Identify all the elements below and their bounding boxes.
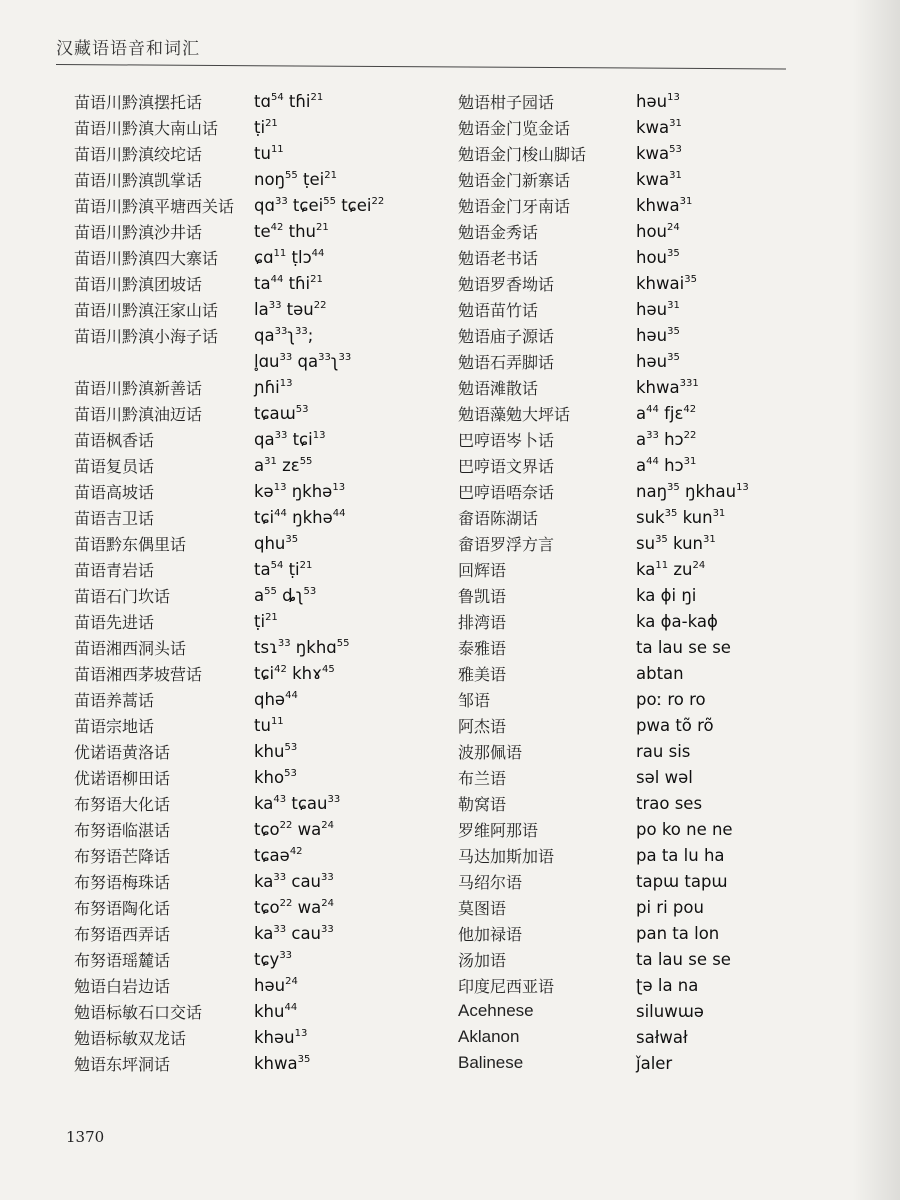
word-form: khwa$^{35}$ <box>254 1053 311 1073</box>
entry-row <box>458 374 858 400</box>
language-name: Acehnese <box>458 1001 534 1020</box>
word-form: kə$^{13}$ ŋkhə$^{13}$ <box>254 481 346 501</box>
entry-row <box>74 452 454 478</box>
entry-row <box>74 920 454 946</box>
word-form: poː ro ro <box>636 689 706 709</box>
language-name: 莫图语 <box>458 898 507 918</box>
language-name: 布努语瑶麓话 <box>74 950 171 970</box>
language-name: 勒窝语 <box>458 794 507 814</box>
language-name: 苗语川黔滇大南山话 <box>74 118 219 138</box>
entry-row <box>74 686 454 712</box>
entry-row <box>74 712 454 738</box>
language-name: 苗语川黔滇新善话 <box>74 378 203 398</box>
word-form: $ka^{43}$ tɕau$^{33}$ <box>254 793 341 813</box>
entry-row <box>74 582 454 608</box>
word-form: hou$^{35}$ <box>636 247 680 267</box>
entry-row <box>74 114 454 140</box>
entry-row <box>74 270 454 296</box>
language-name: 优诺语柳田话 <box>74 768 171 788</box>
entry-row <box>74 1050 454 1076</box>
word-form: tɕo$^{22}$ $wa^{24}$ <box>254 897 334 917</box>
language-name: 苗语川黔滇绞坨话 <box>74 144 203 164</box>
entry-row <box>458 400 858 426</box>
word-form: $su^{35}$ kun$^{31}$ <box>636 533 716 553</box>
language-name: 泰雅语 <box>458 638 507 658</box>
language-name: 苗语吉卫话 <box>74 508 155 528</box>
language-name: 阿杰语 <box>458 716 507 736</box>
entry-row <box>74 88 454 114</box>
language-name: 回辉语 <box>458 560 507 580</box>
entry-row <box>74 842 454 868</box>
language-name: 波那佩语 <box>458 742 523 762</box>
word-form: $a^{33}$ hɔ$^{22}$ <box>636 429 697 449</box>
left-column <box>74 88 454 1076</box>
language-name: 苗语高坡话 <box>74 482 155 502</box>
entry-row <box>458 1024 858 1050</box>
entry-row <box>458 790 858 816</box>
entry-row <box>458 608 858 634</box>
entry-row <box>458 582 858 608</box>
word-form: ǰaler <box>636 1053 673 1073</box>
language-name: Balinese <box>458 1053 524 1072</box>
word-form: ta lau se se <box>636 637 731 657</box>
word-form: $te^{42}$ thu$^{21}$ <box>254 221 329 241</box>
word-form: ɲɦi$^{13}$ <box>254 377 293 397</box>
word-form: tɕaɯ$^{53}$ <box>254 403 309 423</box>
word-form: sałwał <box>636 1027 688 1047</box>
word-form: kwa$^{31}$ <box>636 169 682 189</box>
word-form: ta lau se se <box>636 949 731 969</box>
word-form: $a^{44}$ hɔ$^{31}$ <box>636 455 697 475</box>
page-edge-shadow <box>852 0 900 1200</box>
word-form: tɕi$^{44}$ ŋkhə$^{44}$ <box>254 507 346 527</box>
word-form: $la^{33}$ təu$^{22}$ <box>254 299 327 319</box>
language-name: 苗语川黔滇平塘西关话 <box>74 196 235 216</box>
language-name: 布努语梅珠话 <box>74 872 171 892</box>
entry-row <box>74 790 454 816</box>
word-form: $ta^{54}$ ṭi$^{21}$ <box>254 559 313 579</box>
entry-row <box>74 972 454 998</box>
language-name: 苗语川黔滇汪家山话 <box>74 300 219 320</box>
word-form: suk$^{35}$ kun$^{31}$ <box>636 507 726 527</box>
entry-row <box>458 270 858 296</box>
language-name: 勉语滩散话 <box>458 378 539 398</box>
entry-row <box>74 322 454 348</box>
language-name: 勉语金门览金话 <box>458 118 571 138</box>
word-form: po ko ne ne <box>636 819 733 839</box>
entry-row <box>74 140 454 166</box>
word-form: $qa^{33}$ tɕi$^{13}$ <box>254 429 326 449</box>
word-form: pan ta lon <box>636 923 720 943</box>
language-name: 苗语养蒿话 <box>74 690 155 710</box>
language-name: 勉语柑子园话 <box>458 92 555 112</box>
entry-row <box>74 348 454 374</box>
entry-row <box>74 374 454 400</box>
word-form: siluwɯə <box>636 1001 704 1021</box>
word-form: pwa tõ rõ <box>636 715 714 735</box>
language-name: 勉语白岩边话 <box>74 976 171 996</box>
word-form: $ka^{33}$ cau$^{33}$ <box>254 923 334 943</box>
running-title: 汉藏语语音和词汇 <box>56 39 200 59</box>
language-name: 勉语苗竹话 <box>458 300 539 320</box>
language-name: 苗语湘西茅坡营话 <box>74 664 203 684</box>
language-name: 勉语罗香坳话 <box>458 274 555 294</box>
entry-row <box>458 998 858 1024</box>
word-form: ɕɑ$^{11}$ ṭlɔ$^{44}$ <box>254 247 325 267</box>
entry-row <box>458 920 858 946</box>
entry-row <box>74 504 454 530</box>
entry-row <box>458 842 858 868</box>
language-name: 勉语金门梭山脚话 <box>458 144 587 164</box>
word-form: tapɯ tapɯ <box>636 871 728 891</box>
language-name: 苗语黔东偶里话 <box>74 534 187 554</box>
language-name: 苗语川黔滇凯掌话 <box>74 170 203 190</box>
word-form: ka ɸa-kaɸ <box>636 611 718 631</box>
word-form: pi ri pou <box>636 897 704 917</box>
language-name: 勉语标敏石口交话 <box>74 1002 203 1022</box>
word-form: ʈə la na <box>636 975 699 995</box>
word-form: tɕo$^{22}$ $wa^{24}$ <box>254 819 334 839</box>
word-form: hou$^{24}$ <box>636 221 680 241</box>
entry-row <box>458 452 858 478</box>
word-form: həu$^{13}$ <box>636 91 680 111</box>
entry-row <box>74 192 454 218</box>
language-name: 优诺语黄洛话 <box>74 742 171 762</box>
language-name: 苗语川黔滇团坡话 <box>74 274 203 294</box>
language-name: 雅美语 <box>458 664 507 684</box>
entry-row <box>74 738 454 764</box>
language-name: 布努语大化话 <box>74 794 171 814</box>
word-form: $ka^{11}$ $zu^{24}$ <box>636 559 706 579</box>
language-name: 勉语石弄脚话 <box>458 352 555 372</box>
entry-row <box>74 946 454 972</box>
language-name: 苗语宗地话 <box>74 716 155 736</box>
word-form: $a^{44}$ fjɛ$^{42}$ <box>636 403 697 423</box>
word-form: $a^{31}$ zɛ$^{55}$ <box>254 455 313 475</box>
word-form: qhu$^{35}$ <box>254 533 299 553</box>
language-name: 苗语川黔滇四大寨话 <box>74 248 219 268</box>
entry-row <box>458 192 858 218</box>
word-form: ṭi$^{21}$ <box>254 117 278 137</box>
entry-row <box>458 244 858 270</box>
language-name: 苗语先进话 <box>74 612 155 632</box>
language-name: 排湾语 <box>458 612 507 632</box>
word-form: həu$^{35}$ <box>636 325 680 345</box>
word-form: rau sis <box>636 741 691 761</box>
word-form: tsɿ$^{33}$ ŋkhɑ$^{55}$ <box>254 637 350 657</box>
word-form: kho$^{53}$ <box>254 767 297 787</box>
word-form: $a^{55}$ ȡʅ$^{53}$ <box>254 585 317 605</box>
entry-row <box>458 88 858 114</box>
entry-row <box>458 946 858 972</box>
entry-row <box>458 218 858 244</box>
entry-row <box>458 478 858 504</box>
entry-row <box>74 868 454 894</box>
word-form: ka ɸi ŋi <box>636 585 697 605</box>
language-name: 勉语庙子源话 <box>458 326 555 346</box>
language-name: 苗语枫香话 <box>74 430 155 450</box>
entry-row <box>458 868 858 894</box>
language-name: 勉语老书话 <box>458 248 539 268</box>
word-form: ṭi$^{21}$ <box>254 611 278 631</box>
word-form: tɕaə$^{42}$ <box>254 845 303 865</box>
right-column <box>458 88 858 1076</box>
entry-row <box>458 686 858 712</box>
word-form: həu$^{35}$ <box>636 351 680 371</box>
language-name: 鲁凯语 <box>458 586 507 606</box>
entry-row <box>74 764 454 790</box>
entry-row <box>458 322 858 348</box>
entry-row <box>74 218 454 244</box>
entry-row <box>458 296 858 322</box>
word-form: noŋ$^{55}$ ṭei$^{21}$ <box>254 169 337 189</box>
word-form: khu$^{44}$ <box>254 1001 298 1021</box>
word-form: khu$^{53}$ <box>254 741 298 761</box>
word-form: qɑ$^{33}$ tɕei$^{55}$ tɕei$^{22}$ <box>254 195 385 215</box>
header-rule <box>56 64 786 69</box>
word-form: həu$^{24}$ <box>254 975 298 995</box>
entry-row <box>458 712 858 738</box>
entry-row <box>458 660 858 686</box>
word-form: khəu$^{13}$ <box>254 1027 308 1047</box>
word-form: pa ta lu ha <box>636 845 725 865</box>
language-name: 布努语芒降话 <box>74 846 171 866</box>
word-form: $ka^{33}$ cau$^{33}$ <box>254 871 334 891</box>
page-number: 1370 <box>66 1128 105 1146</box>
word-form: həu$^{31}$ <box>636 299 680 319</box>
entry-row <box>74 556 454 582</box>
entry-row <box>458 634 858 660</box>
entry-row <box>74 608 454 634</box>
entry-row <box>458 348 858 374</box>
language-name: 畲语陈湖话 <box>458 508 539 528</box>
entry-row <box>74 478 454 504</box>
entry-row <box>74 166 454 192</box>
entry-row <box>458 1050 858 1076</box>
entry-row <box>458 114 858 140</box>
language-name: 巴哼语唔奈话 <box>458 482 555 502</box>
word-form: tɕy$^{33}$ <box>254 949 293 969</box>
entry-row <box>458 764 858 790</box>
word-form: $qa^{33}ʅ^{33}$; <box>254 325 314 345</box>
entry-row <box>458 140 858 166</box>
language-name: 畲语罗浮方言 <box>458 534 555 554</box>
entry-row <box>458 738 858 764</box>
language-name: 苗语湘西洞头话 <box>74 638 187 658</box>
entry-row <box>458 530 858 556</box>
language-name: 苗语川黔滇油迈话 <box>74 404 203 424</box>
entry-row <box>74 998 454 1024</box>
language-name: 巴哼语岑卜话 <box>458 430 555 450</box>
language-name: 苗语川黔滇小海子话 <box>74 326 219 346</box>
word-form: tɕi$^{42}$ khɤ$^{45}$ <box>254 663 335 683</box>
entry-row <box>458 166 858 192</box>
language-name: 布兰语 <box>458 768 507 788</box>
word-form: trao ses <box>636 793 703 813</box>
entry-row <box>74 244 454 270</box>
language-name: 汤加语 <box>458 950 507 970</box>
word-form: khwa$^{331}$ <box>636 377 699 397</box>
word-form: tɑ$^{54}$ tɦi$^{21}$ <box>254 91 324 111</box>
entry-row <box>458 972 858 998</box>
language-name: 勉语金门牙南话 <box>458 196 571 216</box>
language-name: 苗语川黔滇摆托话 <box>74 92 203 112</box>
entry-row <box>74 1024 454 1050</box>
language-name: 勉语金秀话 <box>458 222 539 242</box>
language-name: Aklanon <box>458 1027 520 1046</box>
language-name: 他加禄语 <box>458 924 523 944</box>
language-name: 印度尼西亚语 <box>458 976 555 996</box>
language-name: 勉语金门新寨话 <box>458 170 571 190</box>
word-form: $ta^{44}$ tɦi$^{21}$ <box>254 273 323 293</box>
language-name: 勉语标敏双龙话 <box>74 1028 187 1048</box>
language-name: 布努语西弄话 <box>74 924 171 944</box>
word-form: naŋ$^{35}$ ŋkhau$^{13}$ <box>636 481 749 501</box>
entry-row <box>458 504 858 530</box>
language-name: 苗语青岩话 <box>74 560 155 580</box>
word-form: khwai$^{35}$ <box>636 273 697 293</box>
word-form: abtan <box>636 663 684 683</box>
word-form: $tu^{11}$ <box>254 143 284 163</box>
word-form: kwa$^{53}$ <box>636 143 682 163</box>
word-form: kwa$^{31}$ <box>636 117 682 137</box>
entry-row <box>74 400 454 426</box>
entry-row <box>458 556 858 582</box>
entry-row <box>458 894 858 920</box>
language-name: 巴哼语文界话 <box>458 456 555 476</box>
entry-row <box>458 816 858 842</box>
language-name: 罗维阿那语 <box>458 820 539 840</box>
word-form: səl wəl <box>636 767 693 787</box>
entry-row <box>74 660 454 686</box>
word-form: khwa$^{31}$ <box>636 195 693 215</box>
language-name: 苗语石门坎话 <box>74 586 171 606</box>
entry-row <box>74 894 454 920</box>
language-name: 勉语东坪洞话 <box>74 1054 171 1074</box>
language-name: 苗语复员话 <box>74 456 155 476</box>
language-name: 邹语 <box>458 690 491 710</box>
language-name: 布努语陶化话 <box>74 898 171 918</box>
language-name: 马绍尔语 <box>458 872 523 892</box>
entry-row <box>74 816 454 842</box>
language-name: 勉语藻勉大坪话 <box>458 404 571 424</box>
entry-row <box>74 530 454 556</box>
word-form: qhə$^{44}$ <box>254 689 298 709</box>
entry-row <box>458 426 858 452</box>
word-form: $tu^{11}$ <box>254 715 284 735</box>
word-form: l̥ɑu$^{33}$ $qa^{33}ʅ^{33}$ <box>254 351 352 371</box>
language-name: 布努语临湛话 <box>74 820 171 840</box>
language-name: 苗语川黔滇沙井话 <box>74 222 203 242</box>
entry-row <box>74 426 454 452</box>
language-name: 马达加斯加语 <box>458 846 555 866</box>
entry-row <box>74 634 454 660</box>
entry-row <box>74 296 454 322</box>
